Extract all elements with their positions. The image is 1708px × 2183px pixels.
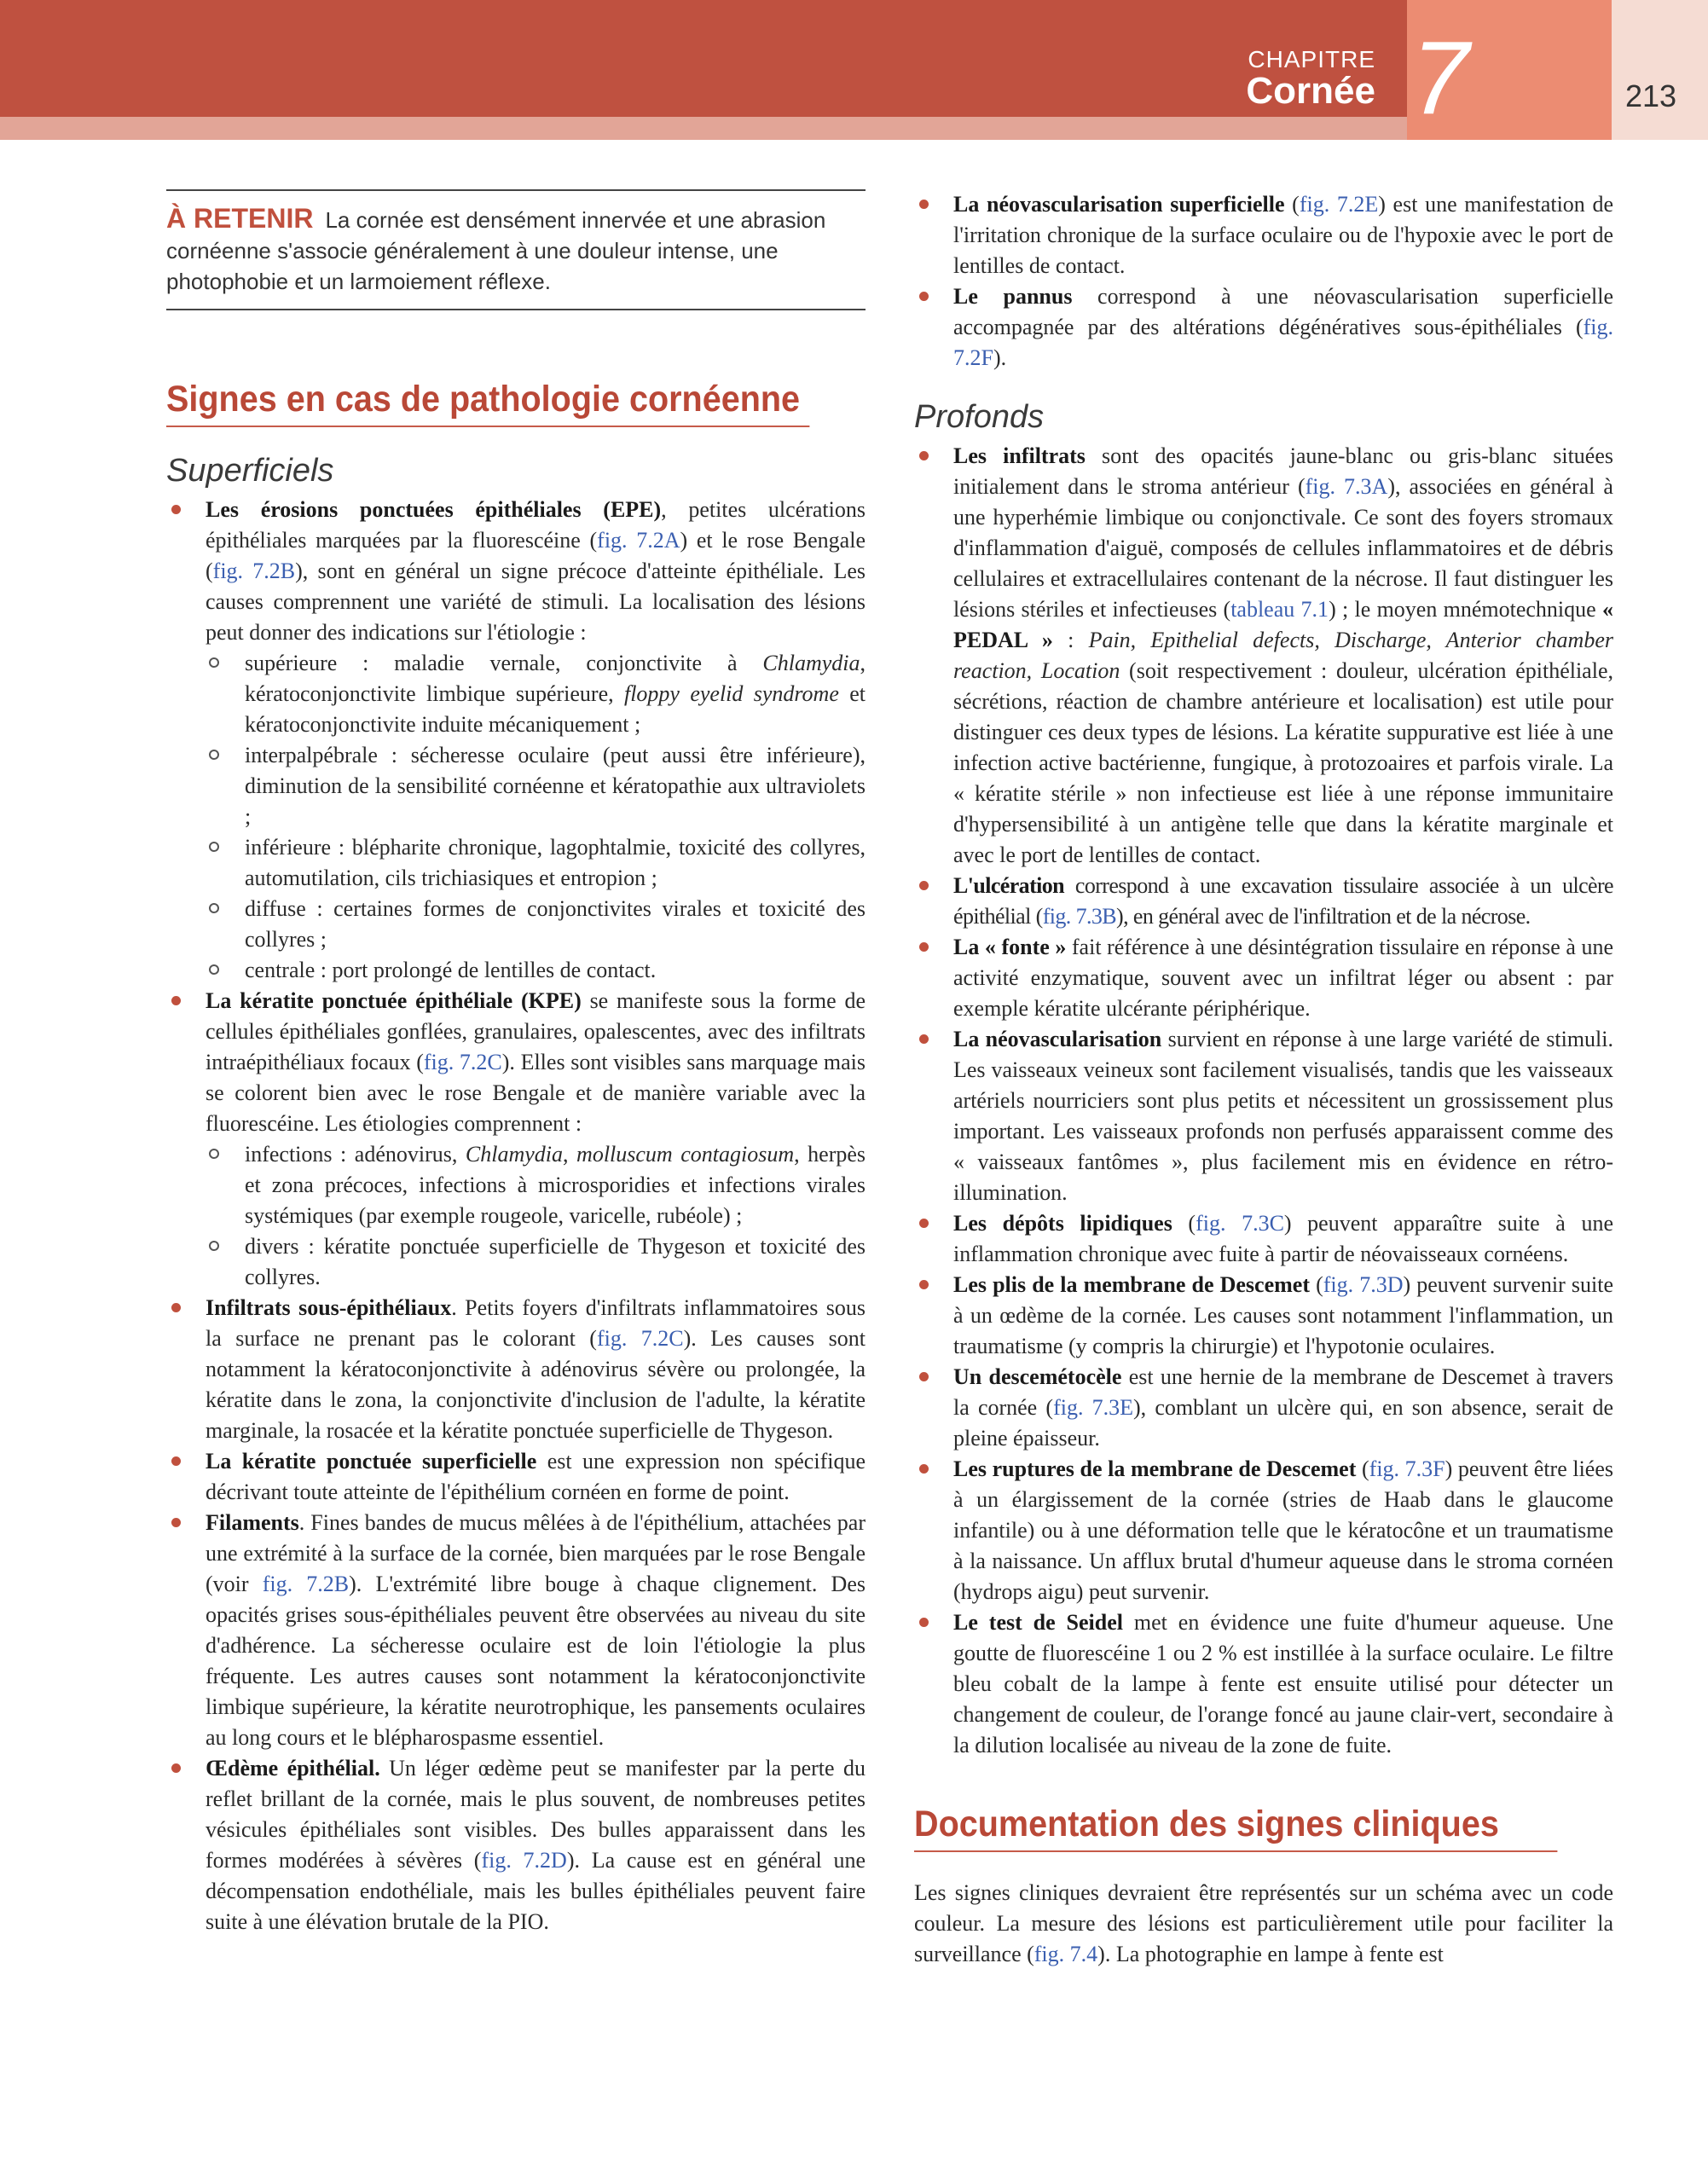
figure-link[interactable]: fig. 7.2B	[262, 1572, 350, 1596]
figure-link[interactable]: fig. 7.3E	[1053, 1395, 1134, 1420]
figure-link[interactable]: fig. 7.3C	[1196, 1211, 1284, 1236]
figure-link[interactable]: fig. 7.3A	[1305, 474, 1388, 499]
list-item-pannus: Le pannus correspond à une néovascularisation superficielle accompagnée par des altérations dégénératives sous-épithéliales (fig. 7.2F).	[914, 281, 1613, 373]
sub-item-centrale: centrale : port prolongé de lentilles de contact.	[206, 955, 866, 986]
list-item-neovasc-superficielle: La néovascularisation superficielle (fig. 7.2E) est une manifestation de l'irritation chronique de la surface oculaire ou de l'hypoxie avec le port de lentilles de contact.	[914, 189, 1613, 281]
retenir-label: À RETENIR	[166, 203, 314, 234]
superficial-signs-list-cont	[914, 189, 1613, 373]
page-number: 213	[1625, 78, 1677, 113]
figure-link[interactable]: fig. 7.2C	[596, 1326, 684, 1351]
figure-link[interactable]: fig. 7.3D	[1323, 1272, 1404, 1297]
list-item-ulceration: L'ulcération correspond à une excavation tissulaire associée à un ulcère épithélial (fig. 7.3B), en général avec de l'infiltration et de la nécrose.	[914, 871, 1613, 932]
figure-link[interactable]: fig. 7.2D	[481, 1848, 567, 1873]
subtitle-superficiels: Superficiels	[166, 453, 334, 489]
list-item-kps: La kératite ponctuée superficielle est une expression non spécifique décrivant toute atteinte de l'épithélium cornéen en forme de point.	[166, 1446, 866, 1508]
list-item-plis-descemet: Les plis de la membrane de Descemet (fig. 7.3D) peuvent survenir suite à un œdème de la cornée. Les causes sont notamment l'inflammation, un traumatisme (y compris la chirurgie) et l'hypotonie oculaires.	[914, 1270, 1613, 1362]
section-title-documentation: Documentation des signes cliniques	[914, 1804, 1557, 1852]
list-item-depots-lipidiques: Les dépôts lipidiques (fig. 7.3C) peuvent apparaître suite à une inflammation chronique avec fuite à partir de néovaisseaux cornéens.	[914, 1208, 1613, 1270]
page-number-box	[1612, 0, 1708, 140]
list-item-infiltrats: Les infiltrats sont des opacités jaune-blanc ou gris-blanc situées initialement dans le stroma antérieur (fig. 7.3A), associées en général à une hyperhémie limbique ou conjonctivale. Ce sont des foyers stromaux d'inflammation d'aiguë, composés de cellules inflammatoires et de débris cellulaires et extracellulaires contenant de la nécrose. Il faut distinguer les lésions stériles et infectieuses (tableau 7.1) ; le moyen mnémotechnique « PEDAL » : Pain, Epithelial defects, Discharge, Anterior chamber reaction, Location (soit respectivement : douleur, ulcération épithéliale, sécrétions, réaction de chambre antérieure et localisation) est utile pour distinguer ces deux types de lésions. La kératite suppurative est liée à une infection active bactérienne, fungique, à protozoaires et parfois virale. La « kératite stérile » non infectieuse est liée à une réponse immunitaire d'hypersensibilité à un antigène telle que dans la kératite marginale et avec le port de lentilles de contact.	[914, 441, 1613, 871]
list-item-test-seidel: Le test de Seidel met en évidence une fuite d'humeur aqueuse. Une goutte de fluorescéine 1 ou 2 % est instillée à la surface oculaire. Le filtre bleu cobalt de la lampe à fente est ensuite utilisé pour détecter un changement de couleur, de l'orange foncé au jaune clair-vert, secondaire à la dilution localisée au niveau de la zone de fuite.	[914, 1607, 1613, 1761]
left-column	[166, 189, 866, 1937]
section-title-signes: Signes en cas de pathologie cornéenne	[166, 379, 809, 427]
subtitle-profonds: Profonds	[914, 399, 1045, 435]
header-lower-band	[0, 117, 1612, 140]
documentation-paragraph: Les signes cliniques devraient être représentés sur un schéma avec un code couleur. La mesure des lésions est particulièrement utile pour faciliter la surveillance (fig. 7.4). La photographie en lampe à fente est	[914, 1880, 1613, 1966]
superficial-signs-list	[166, 495, 866, 1937]
figure-link[interactable]: fig. 7.2B	[212, 559, 296, 583]
sub-item-infections: infections : adénovirus, Chlamydia, molluscum contagiosum, herpès et zona précoces, infections à microsporidies et infections virales systémiques (par exemple rougeole, varicelle, rubéole) ;	[206, 1139, 866, 1231]
figure-link[interactable]: fig. 7.3F	[1369, 1456, 1445, 1481]
sub-item-divers: divers : kératite ponctuée superficielle de Thygeson et toxicité des collyres.	[206, 1231, 866, 1293]
list-item-infiltrats-sous-epitheliaux: Infiltrats sous-épithéliaux. Petits foyers d'infiltrats inflammatoires sous la surface ne prenant pas le colorant (fig. 7.2C). Les causes sont notamment la kératoconjonctivite à adénovirus sévère ou prolongée, la kératite dans le zona, la conjonctivite d'inclusion de l'adulte, la kératite marginale, la rosacée et la kératite ponctuée superficielle de Thygeson.	[166, 1293, 866, 1446]
sub-item-superieure: supérieure : maladie vernale, conjonctivite à Chlamydia, kératoconjonctivite limbique supérieure, floppy eyelid syndrome et kératoconjonctivite induite mécaniquement ;	[206, 648, 866, 740]
list-item-filaments: Filaments. Fines bandes de mucus mêlées à de l'épithélium, attachées par une extrémité à la surface de la cornée, bien marquées par le rose Bengale (voir fig. 7.2B). L'extrémité libre bouge à chaque clignement. Des opacités grises sous-épithéliales peuvent être observées au niveau du site d'adhérence. La sécheresse oculaire est de loin l'étiologie la plus fréquente. Les autres causes sont notamment la kératoconjonctivite limbique supérieure, la kératite neurotrophique, les pansements oculaires au long cours et le blépharospasme essentiel.	[166, 1508, 866, 1753]
sub-item-inferieure: inférieure : blépharite chronique, lagophtalmie, toxicité des collyres, automutilation, cils trichiasiques et entropion ;	[206, 832, 866, 894]
figure-link[interactable]: fig. 7.2A	[597, 528, 680, 553]
figure-link[interactable]: fig. 7.2F	[953, 315, 1613, 370]
list-item-neovascularisation: La néovascularisation survient en réponse à une large variété de stimuli. Les vaisseaux veineux sont facilement visualisés, tandis que les vaisseaux artériels nourriciers sont plus petits et nécessitent un grossissement plus important. Les vaisseaux profonds non perfusés apparaissent comme des « vaisseaux fantômes », plus facilement mis en évidence en rétro-illumination.	[914, 1024, 1613, 1208]
sublist-localisation	[206, 648, 866, 986]
list-item-oedeme: Œdème épithélial. Un léger œdème peut se manifester par la perte du reflet brillant de la cornée, mais le plus souvent, de nombreuses petites vésicules épithéliales sont visibles. Des bulles apparaissent dans les formes modérées à sévères (fig. 7.2D). La cause est en général une décompensation endothéliale, mais les bulles épithéliales peuvent faire suite à une élévation brutale de la PIO.	[166, 1753, 866, 1937]
list-item-ruptures-descemet: Les ruptures de la membrane de Descemet (fig. 7.3F) peuvent être liées à un élargissement de la cornée (stries de Haab dans le glaucome infantile) ou à une déformation telle que le kératocône et un traumatisme à la naissance. Un afflux brutal d'humeur aqueuse dans le stroma cornéen (hydrops aigu) peut survenir.	[914, 1454, 1613, 1607]
chapter-number: 7	[1411, 20, 1469, 136]
retenir-box	[166, 189, 866, 310]
sub-item-diffuse: diffuse : certaines formes de conjonctivites virales et toxicité des collyres ;	[206, 894, 866, 955]
right-column	[914, 189, 1613, 1970]
sublist-etiologies	[206, 1139, 866, 1293]
figure-link[interactable]: fig. 7.2C	[423, 1050, 502, 1074]
figure-link[interactable]: fig. 7.4	[1033, 1942, 1098, 1966]
list-item-fonte: La « fonte » fait référence à une désintégration tissulaire en réponse à une activité enzymatique, souvent avec un infiltrat léger ou absent : par exemple kératite ulcérante périphérique.	[914, 932, 1613, 1024]
chapter-title: Cornée	[1246, 70, 1375, 112]
retenir-text: La cornée est densément innervée et une abrasion cornéenne s'associe généralement à une douleur intense, une photophobie et un larmoiement réflexe.	[166, 207, 826, 294]
list-item-kpe: La kératite ponctuée épithéliale (KPE) se manifeste sous la forme de cellules épithéliales gonflées, granulaires, opalescentes, avec des infiltrats intraépithéliaux focaux (fig. 7.2C). Elles sont visibles sans marquage mais se colorent bien avec le rose Bengale et de manière variable avec la fluorescéine. Les étiologies comprennent : infections : adénovirus, Chlamydia, molluscum contagiosum, herpès et zona précoces, infections à microsporidies et infections virales systémiques (par exemple rougeole, varicelle, rubéole) ; divers : kératite ponctuée superficielle de Thygeson et toxicité des collyres.	[166, 986, 866, 1293]
chapter-label: CHAPITRE	[1248, 46, 1375, 72]
figure-link[interactable]: fig. 7.3B	[1042, 904, 1117, 929]
sub-item-interpalpebrale: interpalpébrale : sécheresse oculaire (peut aussi être inférieure), diminution de la sensibilité cornéenne et kératopathie aux ultraviolets ;	[206, 740, 866, 832]
table-link[interactable]: tableau 7.1	[1230, 597, 1329, 622]
list-item-descemetocele: Un descemétocèle est une hernie de la membrane de Descemet à travers la cornée (fig. 7.3E), comblant un ulcère qui, en son absence, serait de pleine épaisseur.	[914, 1362, 1613, 1454]
list-item-epe: Les érosions ponctuées épithéliales (EPE), petites ulcérations épithéliales marquées par la fluorescéine (fig. 7.2A) et le rose Bengale (fig. 7.2B), sont en général un signe précoce d'atteinte épithéliale. Les causes comprennent une variété de stimuli. La localisation des lésions peut donner des indications sur l'étiologie : supérieure : maladie vernale, conjonctivite à Chlamydia, kératoconjonctivite limbique supérieure, floppy eyelid syndrome et kératoconjonctivite induite mécaniquement ; interpalpébrale : sécheresse oculaire (peut aussi être inférieure), diminution de la sensibilité cornéenne et kératopathie aux ultraviolets ; inférieure : blépharite chronique, lagophtalmie, toxicité des collyres, automutilation, cils trichiasiques et entropion ; diffuse : certaines formes de conjonctivites virales et toxicité des collyres ; centrale : port prolongé de lentilles de contact.	[166, 495, 866, 986]
figure-link[interactable]: fig. 7.2E	[1299, 192, 1379, 217]
deep-signs-list	[914, 441, 1613, 1761]
